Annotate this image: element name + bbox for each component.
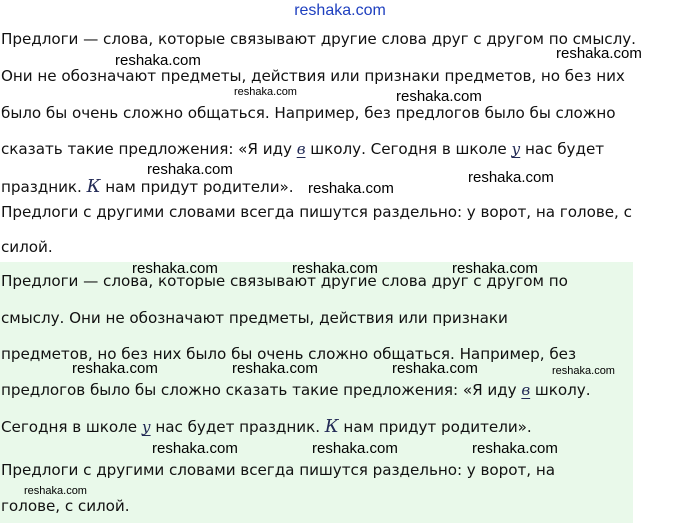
watermark: reshaka.com [234,86,297,98]
preposition-highlight: К [86,176,101,197]
text-fragment: Сегодня в школе [1,418,142,436]
text-line: Предлоги с другими словами всегда пишутся раздельно: у ворот, на [1,461,555,479]
text-line: Предлоги — слова, которые связывают другие слова друг с другом по смыслу. [1,30,636,48]
watermark: reshaka.com [396,88,482,105]
text-line: Предлоги — слова, которые связывают другие слова друг с другом по [1,272,568,290]
text-line [1,381,591,399]
watermark: reshaka.com [552,365,615,377]
text-line: предметов, но без них было бы очень сложно общаться. Например, без [1,345,576,363]
preposition-highlight: у [141,418,151,436]
text-fragment: школу. [530,381,591,399]
text-fragment: сказать такие предложения: «Я иду [1,140,297,158]
text-fragment: нас будет [520,140,605,158]
text-fragment: нам придут родители». [338,418,532,436]
text-line: Предлоги с другими словами всегда пишутся раздельно: у ворот, на голове, с [1,203,632,221]
site-header[interactable]: reshaka.com [294,2,386,19]
watermark: reshaka.com [147,161,233,178]
text-line [1,416,532,437]
watermark: reshaka.com [468,169,554,186]
text-line: силой. [1,238,53,256]
text-line: смыслу. Они не обозначают предметы, действия или признаки [1,309,508,327]
preposition-highlight: в [296,140,306,158]
text-fragment: школу. Сегодня в школе [305,140,512,158]
preposition-highlight: в [521,381,531,399]
text-line: было бы очень сложно общаться. Например, без предлогов было бы сложно [1,104,616,122]
text-fragment: нам придут родители». [100,178,294,196]
text-line [1,176,294,197]
watermark: reshaka.com [152,440,238,457]
watermark: reshaka.com [472,440,558,457]
watermark: reshaka.com [72,360,158,377]
text-fragment: нас будет праздник. [150,418,325,436]
watermark: reshaka.com [132,260,218,277]
watermark: reshaka.com [232,360,318,377]
text-fragment: праздник. [1,178,87,196]
watermark: reshaka.com [292,260,378,277]
watermark: reshaka.com [308,180,394,197]
preposition-highlight: у [511,140,521,158]
text-line: Они не обозначают предметы, действия или признаки предметов, но без них [1,67,625,85]
watermark: reshaka.com [556,45,642,62]
watermark: reshaka.com [115,52,201,69]
text-line [1,140,604,158]
watermark: reshaka.com [312,440,398,457]
preposition-highlight: К [324,416,339,437]
watermark: reshaka.com [392,360,478,377]
watermark: reshaka.com [452,260,538,277]
watermark: reshaka.com [24,485,87,497]
text-fragment: предлогов было бы сложно сказать такие предложения: «Я иду [1,381,522,399]
text-line: голове, с силой. [1,497,130,515]
